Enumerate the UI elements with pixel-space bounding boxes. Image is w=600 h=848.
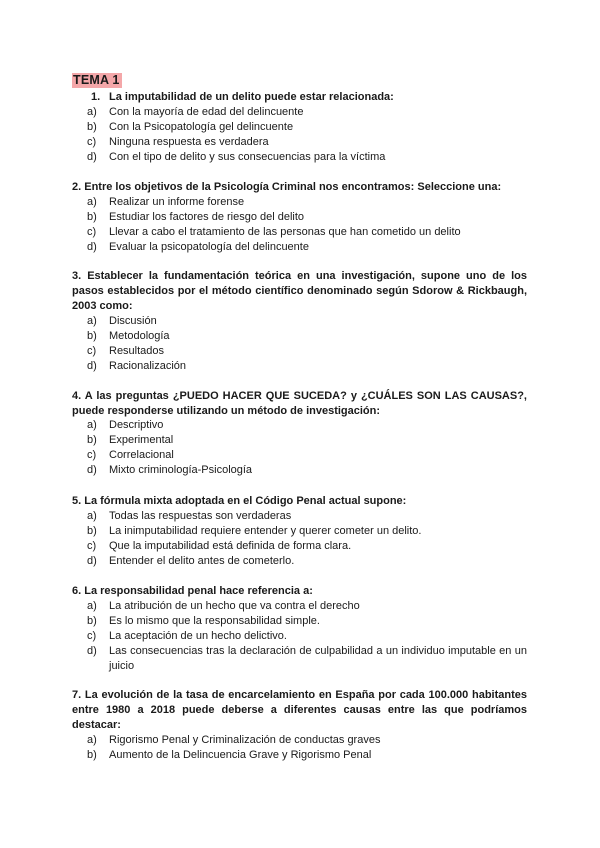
option-5c: c) Que la imputabilidad está definida de forma clara.	[87, 540, 352, 552]
option-1c: c) Ninguna respuesta es verdadera	[87, 136, 269, 148]
question-2: 2. Entre los objetivos de la Psicología Criminal nos encontramos: Seleccione una:	[72, 181, 502, 193]
option-5d: d) Entender el delito antes de cometerlo.	[87, 555, 295, 567]
option-5a: a) Todas las respuestas son verdaderas	[87, 510, 292, 522]
option-4c: c) Correlacional	[87, 449, 174, 461]
options-list-6	[87, 599, 527, 674]
question-3: 3. Establecer la fundamentación teórica en una investigación, supone uno de los pasos establecidos por el método científico denominado según Sdorow & Rickbaugh, 2003 como:	[72, 270, 527, 312]
option-2d: d) Evaluar la psicopatología del delincuente	[87, 241, 309, 253]
option-1a: a) Con la mayoría de edad del delincuente	[87, 106, 304, 118]
question-6: 6. La responsabilidad penal hace referencia a:	[72, 585, 313, 597]
question-7: 7. La evolución de la tasa de encarcelamiento en España por cada 100.000 habitantes entre 1980 a 2018 puede deberse a diferentes causas entre las que podríamos destacar:	[72, 689, 527, 731]
options-list-4	[87, 418, 527, 478]
option-4d: d) Mixto criminología-Psicología	[87, 464, 253, 476]
options-list-7	[87, 733, 527, 763]
option-6b: b) Es lo mismo que la responsabilidad simple.	[87, 615, 320, 627]
option-7b: b) Aumento de la Delincuencia Grave y Rigorismo Penal	[87, 749, 372, 761]
question-number: 1.	[91, 91, 101, 103]
options-list-1	[87, 105, 527, 165]
option-6c: c) La aceptación de un hecho delictivo.	[87, 630, 287, 642]
options-list-3	[87, 314, 527, 374]
option-6d: d) Las consecuencias tras la declaración de culpabilidad a un individuo imputable en un juicio	[87, 645, 527, 672]
option-1b: b) Con la Psicopatología gel delincuente	[87, 121, 294, 133]
option-3c: c) Resultados	[87, 345, 165, 357]
question-5: 5. La fórmula mixta adoptada en el Código Penal actual supone:	[72, 495, 407, 507]
option-1d: d) Con el tipo de delito y sus consecuencias para la víctima	[87, 151, 386, 163]
options-list-5	[87, 509, 527, 569]
option-3b: b) Metodología	[87, 330, 170, 342]
option-3d: d) Racionalización	[87, 360, 187, 372]
option-6a: a) La atribución de un hecho que va contra el derecho	[87, 600, 360, 612]
option-3a: a) Discusión	[87, 315, 157, 327]
option-7a: a) Rigorismo Penal y Criminalización de conductas graves	[87, 734, 381, 746]
option-4b: b) Experimental	[87, 434, 174, 446]
section-heading: TEMA 1	[73, 73, 120, 87]
option-4a: a) Descriptivo	[87, 419, 164, 431]
options-list-2	[87, 195, 527, 255]
option-2a: a) Realizar un informe forense	[87, 196, 245, 208]
question-1	[91, 90, 511, 105]
option-2b: b) Estudiar los factores de riesgo del delito	[87, 211, 305, 223]
option-5b: b) La inimputabilidad requiere entender y querer cometer un delito.	[87, 525, 422, 537]
option-2c: c) Llevar a cabo el tratamiento de las personas que han cometido un delito	[87, 226, 461, 238]
question-4: 4. A las preguntas ¿PUEDO HACER QUE SUCEDA? y ¿CUÁLES SON LAS CAUSAS?, puede responderse utilizando un método de investigación:	[72, 390, 527, 417]
question-text: La imputabilidad de un delito puede estar relacionada:	[109, 91, 394, 103]
